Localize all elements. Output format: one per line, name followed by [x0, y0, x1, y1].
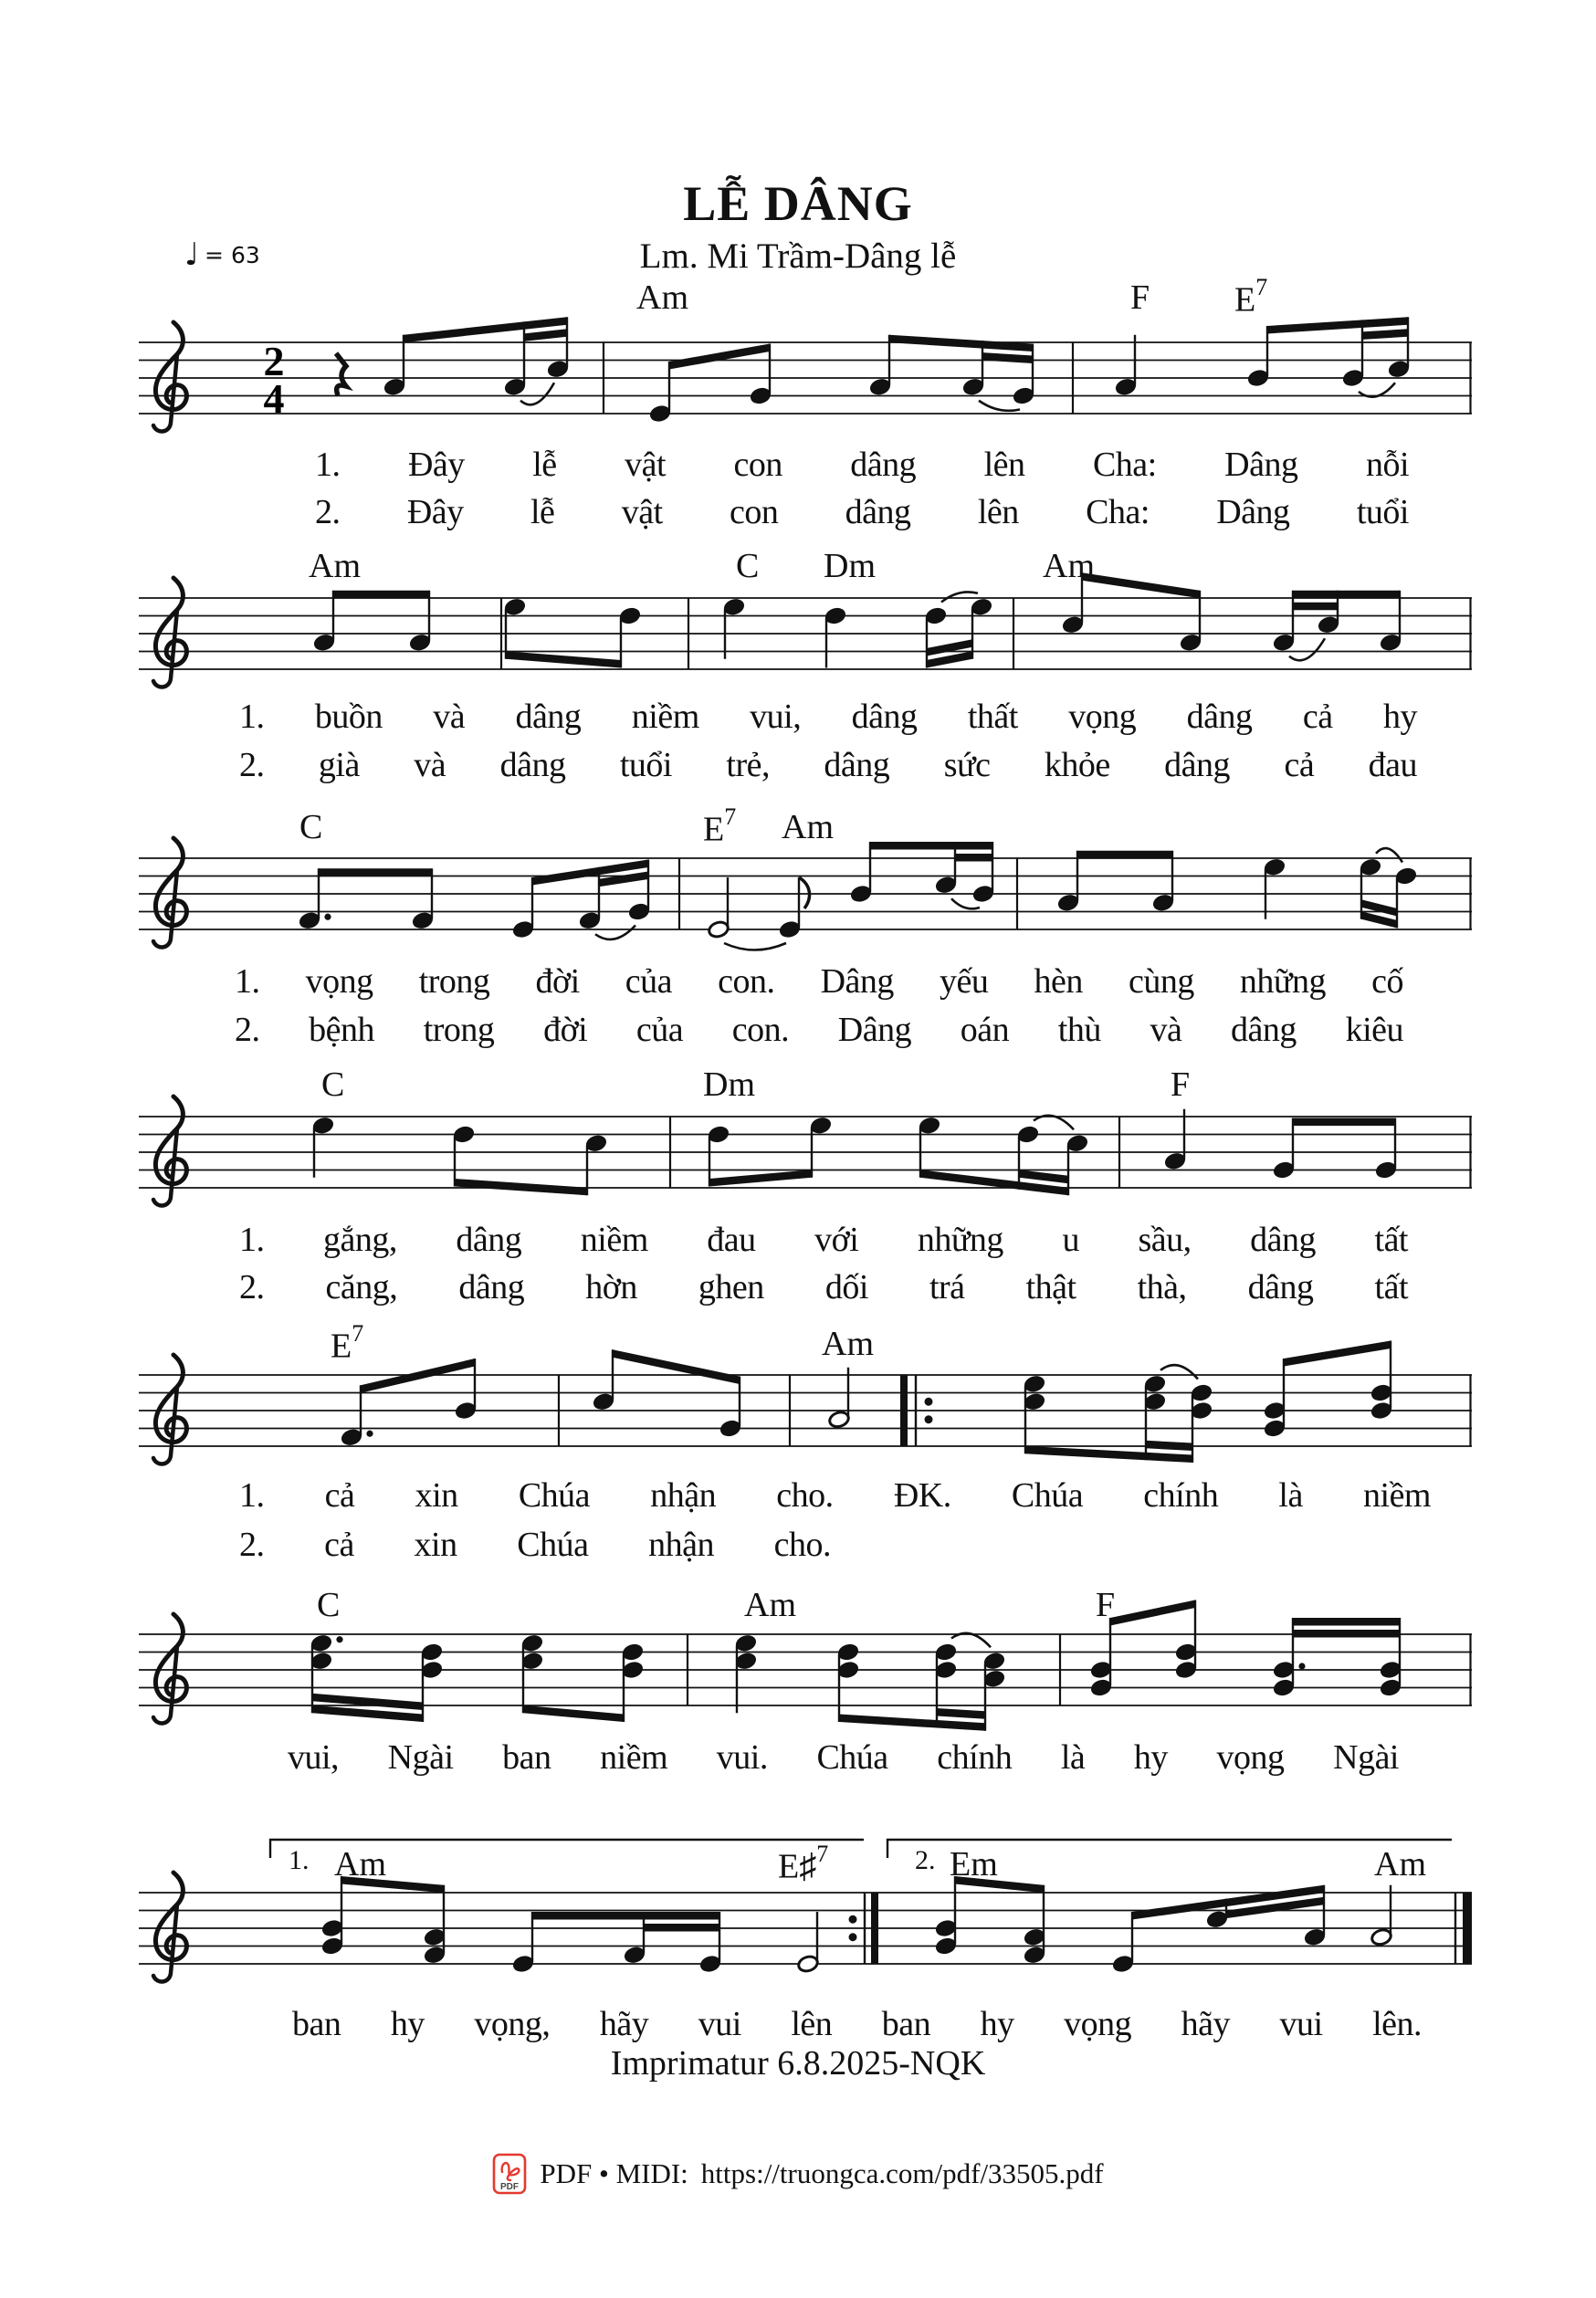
tie	[1160, 1365, 1198, 1379]
notehead	[1144, 1374, 1167, 1393]
notehead	[1013, 386, 1035, 405]
notehead	[579, 911, 602, 930]
tie	[520, 383, 554, 404]
notehead	[735, 1633, 758, 1653]
notehead	[1370, 1927, 1393, 1946]
notehead	[1247, 369, 1270, 388]
lyric-line: 2. già và dâng tuổi trẻ, dâng sức khỏe dâng cả đau	[239, 746, 1417, 784]
notehead	[455, 1401, 478, 1421]
notehead	[1273, 1661, 1296, 1680]
notehead	[837, 1661, 860, 1680]
beam	[506, 651, 621, 667]
notehead	[299, 911, 321, 930]
lyric-line: 1. gắng, dâng niềm đau với những u sầu, dâng tất	[239, 1221, 1408, 1259]
lyric-line: 2. Đây lễ vật con dâng lên Cha: Dâng tuổi	[315, 493, 1409, 531]
chord-label: Am	[822, 1325, 874, 1363]
notehead	[1164, 1151, 1187, 1170]
chord-label: C	[736, 547, 760, 585]
download-link-row	[0, 2153, 1596, 2195]
volta-number: 2.	[915, 1845, 936, 1875]
repeat-start	[900, 1375, 908, 1446]
notehead	[512, 1955, 535, 1974]
notehead	[547, 360, 570, 379]
beam	[1293, 591, 1400, 599]
notehead	[735, 1652, 758, 1671]
augmentation-dot	[1298, 1663, 1305, 1669]
chord-label: Am	[636, 278, 688, 317]
augmentation-dot	[324, 914, 331, 920]
beam	[669, 344, 770, 370]
notehead	[935, 1936, 958, 1956]
notehead	[1264, 1401, 1286, 1421]
notehead	[1342, 369, 1365, 388]
notehead	[310, 1652, 333, 1671]
notehead	[971, 597, 993, 616]
notehead	[649, 404, 672, 424]
notehead	[521, 1633, 544, 1653]
tie	[1034, 1116, 1074, 1129]
beam	[361, 1359, 475, 1393]
chord-label: $E^7$	[331, 1320, 364, 1366]
notehead	[779, 920, 802, 939]
notehead	[1024, 1374, 1046, 1393]
volta-number: 1.	[289, 1845, 310, 1875]
augmentation-dot	[366, 1431, 373, 1437]
notehead	[504, 597, 527, 616]
beam	[613, 1349, 740, 1384]
notehead	[1090, 1678, 1113, 1697]
chord-label: C	[317, 1586, 341, 1624]
notehead	[341, 1428, 363, 1447]
notehead	[869, 377, 892, 396]
notehead	[1057, 893, 1080, 912]
tie	[941, 592, 978, 602]
notehead	[512, 920, 535, 939]
notehead	[1180, 633, 1202, 652]
notehead	[321, 1919, 344, 1938]
notehead	[412, 911, 435, 930]
notehead	[837, 1642, 860, 1662]
notehead	[1375, 1160, 1398, 1180]
tie	[1289, 638, 1325, 660]
time-signature: 4	[263, 375, 285, 422]
notehead	[624, 1946, 646, 1965]
beam	[319, 868, 432, 876]
notehead	[310, 1633, 333, 1653]
tie	[595, 926, 635, 939]
notehead	[850, 885, 873, 904]
beam	[937, 1708, 985, 1719]
song-title: LỄ DÂNG	[683, 176, 913, 231]
tie	[951, 1633, 991, 1647]
notehead	[1191, 1383, 1213, 1402]
notehead	[983, 1652, 1006, 1671]
chord-label: E♯$^7$	[778, 1841, 829, 1886]
notehead	[421, 1661, 444, 1680]
notehead	[585, 1134, 608, 1153]
notehead	[593, 1392, 615, 1411]
beam	[889, 335, 1033, 352]
notehead	[1090, 1661, 1113, 1680]
pdf-icon[interactable]	[492, 2153, 527, 2195]
notehead	[1273, 1160, 1296, 1180]
tie	[1376, 848, 1402, 862]
time-signature: 2	[263, 338, 285, 384]
lyric-line: 2. bệnh trong đời của con. Dâng oán thù và dâng kiêu	[235, 1011, 1403, 1049]
chord-label: F	[1171, 1065, 1191, 1104]
flag	[799, 877, 810, 908]
notehead	[1024, 1927, 1046, 1946]
chord-label: F	[1130, 278, 1150, 317]
lyric-line: 2. cả xin Chúa nhận cho.	[239, 1526, 831, 1564]
augmentation-dot	[336, 1636, 342, 1642]
notehead	[1175, 1642, 1198, 1662]
notehead	[619, 606, 642, 625]
chord-label: Am	[309, 547, 361, 585]
notehead	[810, 1116, 833, 1135]
notehead	[1066, 1134, 1089, 1153]
notehead	[1380, 633, 1402, 652]
notehead	[708, 920, 730, 939]
notehead	[699, 1955, 722, 1974]
beam	[1146, 1441, 1192, 1451]
beam	[1293, 1118, 1395, 1127]
lyric-line: 1. Đây lễ vật con dâng lên Cha: Dâng nỗi	[315, 446, 1409, 484]
beam	[523, 1705, 624, 1722]
notehead	[1062, 615, 1085, 635]
notehead	[1380, 1661, 1402, 1680]
chord-label: Dm	[824, 547, 876, 585]
notehead	[313, 633, 336, 652]
notehead	[1273, 633, 1296, 652]
lyric-line: vui, Ngài ban niềm vui. Chúa chính là hy vọng Ngài	[288, 1738, 1399, 1777]
beam	[524, 329, 567, 341]
notehead	[1370, 1401, 1393, 1421]
notehead	[723, 597, 746, 616]
beam	[1293, 603, 1338, 611]
notehead	[1144, 1392, 1167, 1411]
chord-label: Am	[782, 808, 834, 846]
notehead	[824, 606, 847, 625]
chord-label: Am	[1374, 1845, 1426, 1884]
notehead	[972, 885, 995, 904]
notehead	[421, 1642, 444, 1662]
notehead	[1395, 866, 1418, 886]
repeat-end	[871, 1893, 878, 1964]
beam	[333, 591, 429, 599]
chord-label: Dm	[703, 1065, 755, 1104]
notehead	[919, 1116, 941, 1135]
notehead	[1388, 360, 1411, 379]
beam	[870, 842, 992, 850]
notehead	[1370, 1383, 1393, 1402]
notehead	[409, 633, 432, 652]
notehead	[1024, 1392, 1046, 1411]
notehead	[797, 1955, 820, 1974]
notehead	[1360, 857, 1382, 876]
notehead	[983, 1669, 1006, 1688]
beam	[1284, 1341, 1391, 1367]
beam	[532, 1912, 719, 1920]
beam	[644, 1924, 719, 1932]
download-label: PDF • MIDI:	[540, 2157, 688, 2189]
beam	[1293, 1630, 1400, 1638]
notehead	[708, 1125, 730, 1144]
notehead	[622, 1661, 645, 1680]
notehead	[962, 377, 985, 396]
pdf-midi-link[interactable]: https://truongca.com/pdf/33505.pdf	[700, 2157, 1104, 2189]
lyric-line: 2. căng, dâng hờn ghen dối trá thật thà, dâng tất	[239, 1268, 1408, 1306]
notehead	[1304, 1927, 1327, 1946]
chord-label: $E^7$	[703, 803, 737, 849]
beam	[1019, 1170, 1068, 1183]
beam	[455, 1179, 587, 1195]
notehead	[1112, 1955, 1135, 1974]
notehead	[628, 902, 651, 921]
beam	[1110, 1600, 1195, 1626]
tie	[951, 898, 980, 908]
chord-label: Am	[334, 1845, 386, 1884]
beam	[709, 1170, 812, 1186]
notehead	[424, 1927, 446, 1946]
notehead	[1017, 1125, 1040, 1144]
beam	[1082, 572, 1200, 598]
notehead	[1206, 1910, 1229, 1929]
beam	[982, 352, 1033, 363]
lyric-line: 1. cả xin Chúa nhận cho. ĐK. Chúa chính là niềm	[239, 1476, 1431, 1515]
notehead	[453, 1125, 476, 1144]
tie	[724, 943, 786, 950]
notehead	[424, 1946, 446, 1965]
pdf-badge-text: PDF	[500, 2182, 520, 2192]
lyric-line: 1. buồn và dâng niềm vui, dâng thất vọng dâng cả hy	[239, 698, 1417, 736]
notehead	[1318, 615, 1340, 635]
notehead	[925, 606, 948, 625]
quarter-note-icon: ♩	[184, 236, 200, 273]
beam	[955, 854, 992, 862]
notehead	[935, 876, 958, 895]
notehead	[1191, 1401, 1213, 1421]
notehead	[383, 377, 406, 396]
notehead	[1264, 1419, 1286, 1438]
lyric-line: ban hy vọng, hãy vui lên ban hy vọng hãy vui lên.	[292, 2005, 1422, 2043]
notehead	[1115, 377, 1138, 396]
tie	[1359, 383, 1395, 396]
chord-label: F	[1096, 1586, 1116, 1624]
notehead	[935, 1661, 958, 1680]
notehead	[1380, 1678, 1402, 1697]
notehead	[521, 1652, 544, 1671]
notehead	[1264, 857, 1286, 876]
chord-label: Am	[1043, 547, 1095, 585]
notehead	[1175, 1661, 1198, 1680]
notehead	[828, 1410, 851, 1429]
chord-label: Am	[744, 1586, 796, 1624]
chord-label: Em	[950, 1845, 998, 1884]
chord-label: C	[321, 1065, 345, 1104]
final-barline	[1463, 1893, 1472, 1964]
notehead	[935, 1919, 958, 1938]
tie	[979, 401, 1020, 411]
notehead	[321, 1936, 344, 1956]
notehead	[719, 1419, 742, 1438]
notehead	[1152, 893, 1175, 912]
chord-label: C	[299, 808, 323, 846]
notehead	[312, 1116, 335, 1135]
beam	[1362, 329, 1408, 340]
composer-credit: Lm. Mi Trầm-Dâng lễ	[639, 236, 957, 276]
lyric-line: 1. vọng trong đời của con. Dâng yếu hèn cùng những cố	[235, 962, 1403, 1001]
notehead	[935, 1642, 958, 1662]
beam	[1293, 1618, 1400, 1626]
notehead	[504, 377, 527, 396]
imprimatur-note: Imprimatur 6.8.2025-NQK	[610, 2044, 986, 2083]
notehead	[1273, 1678, 1296, 1697]
notehead	[750, 386, 772, 405]
beam	[1077, 851, 1172, 859]
chord-label: $E^7$	[1234, 274, 1268, 320]
notehead	[1024, 1946, 1046, 1965]
notehead	[622, 1642, 645, 1662]
tempo-value: = 63	[205, 241, 260, 268]
